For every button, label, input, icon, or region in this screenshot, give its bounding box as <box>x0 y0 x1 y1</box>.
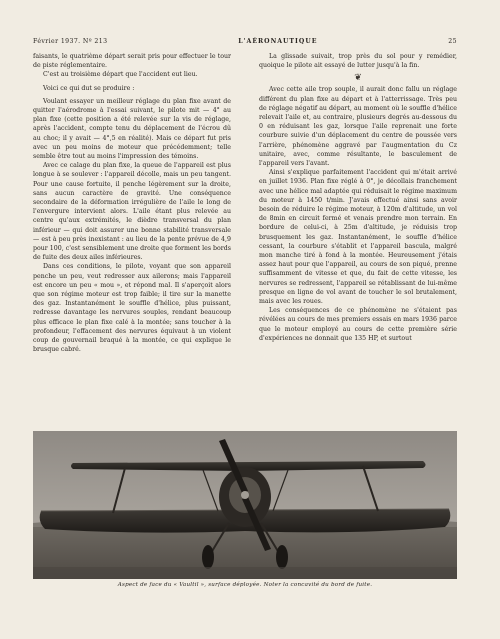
paragraph: Avec cette aile trop souple, il aurait donc fallu un réglage différent du plan fixe au départ et à l'atterrissage. Très peu de réglage négatif au départ, au moment où le souffle d'hélice relevait l'aile et, au contraire, plusieurs degrés au-dessous du 0 en réduisant les gaz, lorsque l'aile reprenait une forte courbure suivie d'un déplacement du centre de poussée vers l'arrière, phénomène aggravé par l'augmentation du Cz unitaire, avec, comme résultante, le basculement de l'appareil vers l'avant. <box>259 86 457 168</box>
issue-date: Février 1937. Nº 213 <box>33 38 108 45</box>
right-column <box>259 52 457 343</box>
paragraph: Avec ce calage du plan fixe, la queue de l'appareil est plus longue à se soulever : l'appareil décolle, mais un peu tangent. Pour une cause fortuite, il penche légèrement sur la droite, sans aucun caractère de gravité. Une conséquence secondaire de la déformation irrégulière de l'aile le long de l'envergure intervient alors. L'aile étant plus relevée au centre qu'aux extrémités, le dièdre transversal du plan inférieur — qui doit assurer une bonne stabilité transversale — est à peu près inexistant : au lieu de la pente prévue de 4,9 pour 100, c'est sensiblement une droite que forment les bords de fuite des deux ailes inférieures. <box>33 162 231 262</box>
paragraph: C'est au troisième départ que l'accident eut lieu. <box>43 71 198 79</box>
magazine-title: L'AÉRONAUTIQUE <box>238 38 318 45</box>
paragraph: Voulant essayer un meilleur réglage du plan fixe avant de quitter l'aérodrome à l'essai suivant, le pilote mit — 4° au plan fixe (cette position a été relevée sur la vis de réglage, après l'accident, compte tenu du déplacement de l'écrou dû au choc; il y avait — 4°,5 en réalité). Mais ce départ fut pris avec un peu moins de moteur que précédemment; telle semble être tout au moins l'impression des témoins. <box>33 97 231 161</box>
paragraph: Voici ce qui dut se produire : <box>43 84 135 92</box>
paragraph: La glissade suivait, trop près du sol pour y remédier, quoique le pilote ait essayé de lutter jusqu'à la fin. <box>259 53 457 70</box>
aircraft-photograph <box>33 431 457 579</box>
paragraph: faisants, le quatrième départ serait pris pour effectuer le tour de piste réglementaire. <box>33 53 231 70</box>
figure-caption: Aspect de face du « Vaultil », surface déployée. Noter la concavité du bord de fuite. <box>117 582 373 588</box>
running-header <box>33 38 457 45</box>
paragraph: Dans ces conditions, le pilote, voyant que son appareil penche un peu, veut redresser aux ailerons; mais l'appareil est encore un peu « mou », et répond mal. Il s'aperçoit alors que son régime moteur est trop faible; il tire sur la manette des gaz. Instantanément le souffle d'hélice, plus puissant, redresse davantage les nervures souples, rendant beaucoup plus efficace le plan fixe calé à la montée; sans toucher à la profondeur, l'effacement des nervures équivaut à un violent coup de gouvernail braqué à la montée, ce qui explique le brusque cabré. <box>33 263 231 354</box>
biplane-front-photo <box>33 431 457 579</box>
paragraph: Ainsi s'explique parfaitement l'accident qui m'était arrivé en juillet 1936. Plan fixe réglé à 0°, je décollais franchement avec une hélice mal adaptée qui réduisait le régime maximum du moteur à 1450 t/min. J'avais effectué ainsi sans avoir besoin de réduire le régime moteur, à 120m d'altitude, un vol de 8min en circuit fermé et venais prendre mon terrain. En bordure de celui-ci, à 25m d'altitude, je réduisis trop brusquement les gaz. Instantanément, le souffle d'hélice cessant, la courbure s'établit et l'appareil bascula, malgré mon manche tiré à fond à la montée. Heureusement j'étais assez haut pour que l'appareil, au cours de son piqué, prenne suffisamment de vitesse et que, du fait de cette vitesse, les nervures se redressent, l'appareil se rétablissant de lui-même presque en ligne de vol avant de toucher le sol brutalement, mais avec les roues. <box>259 169 457 306</box>
paragraph: Les conséquences de ce phénomène ne s'étaient pas révélées au cours de mes premiers essais en mars 1936 parce que le moteur employé au cours de cette première série d'expériences ne donnait que 135 HP, et surtout <box>259 307 457 342</box>
page-number: 25 <box>448 38 457 45</box>
section-ornament: ❦ <box>354 73 362 84</box>
left-column <box>33 52 231 355</box>
